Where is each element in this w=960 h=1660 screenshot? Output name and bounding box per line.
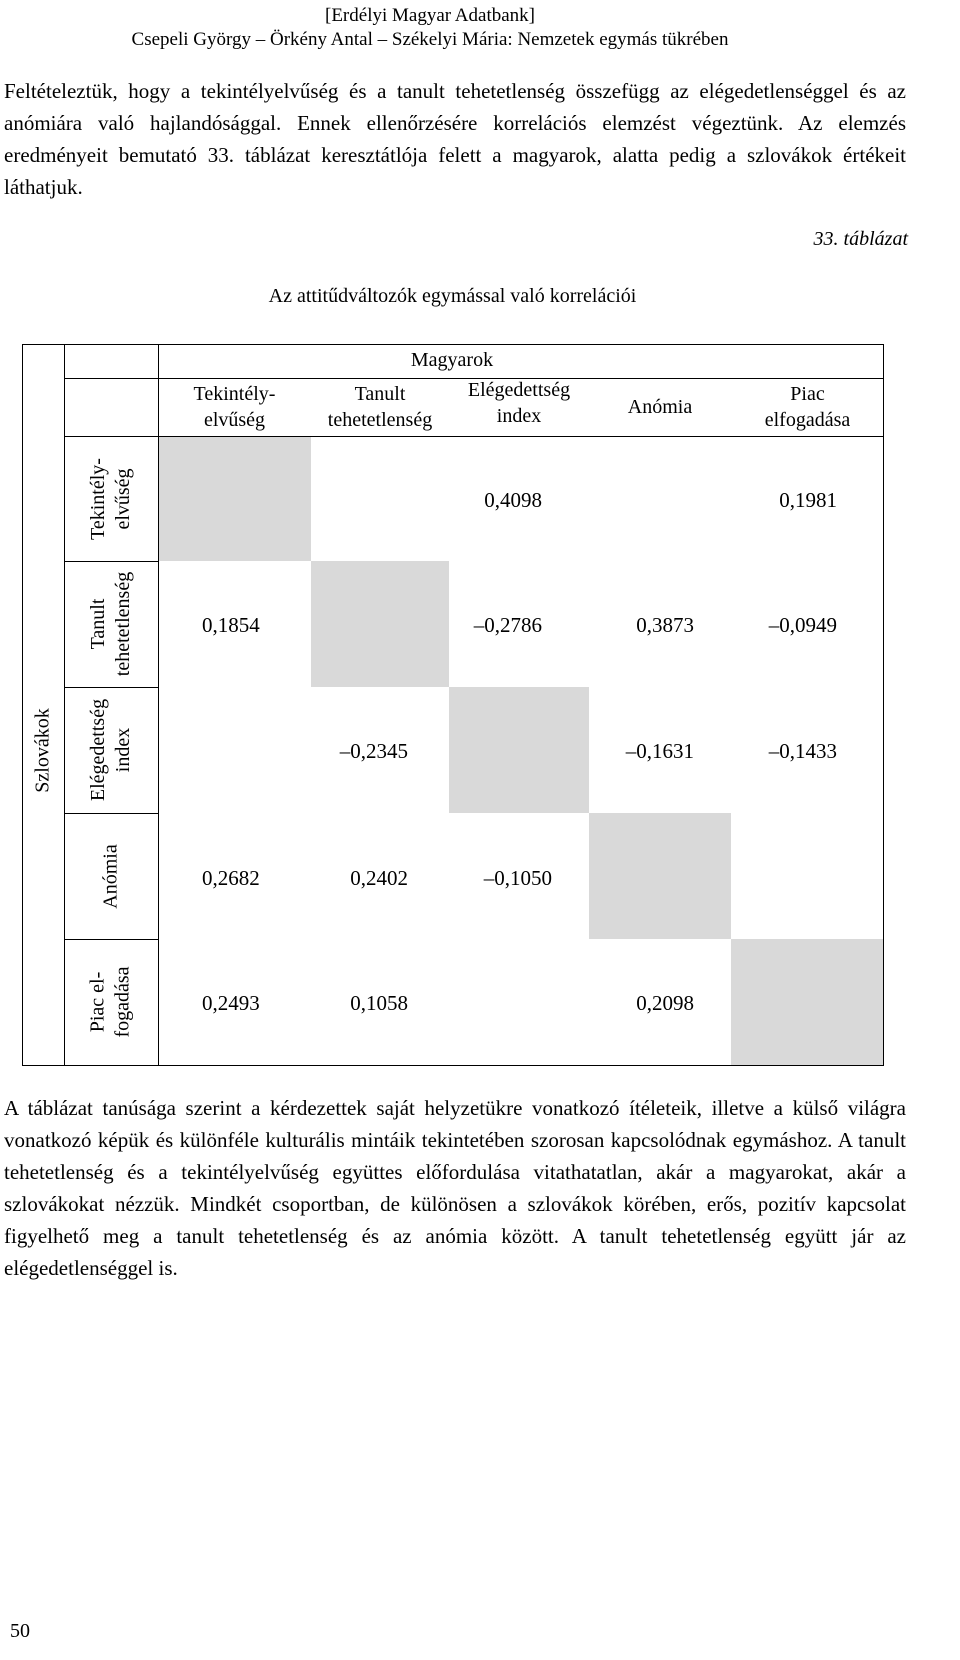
row-header-tekintelyelvuseg: Tekintély- elvűség xyxy=(87,457,134,540)
table-cell: 0,4098 xyxy=(484,488,542,512)
table-cell: 0,2493 xyxy=(202,991,260,1015)
column-header-tekintelyelvuseg: Tekintély- elvűség xyxy=(193,383,276,431)
table-cell: 0,1981 xyxy=(779,488,837,512)
table-cell: 0,3873 xyxy=(636,613,694,637)
intro-paragraph: Feltételeztük, hogy a tekintélyelvűség és a tanult tehetetlenség összefügg az elégedetlenséggel és az anómiára való hajlandósággal. Ennek ellenőrzésére korrelációs elemzést végeztünk. Az elemzés eredményeit bemutató 33. táblázat keresztátlója felett a magyarok, alatta pedig a szlovákok értékeit láthatjuk. xyxy=(4,79,906,199)
table-cell: 0,1058 xyxy=(350,991,408,1015)
table-cell: –0,2786 xyxy=(473,613,542,637)
row-header-anomia: Anómia xyxy=(99,843,122,909)
group-header-szlovakok: Szlovákok xyxy=(31,708,54,793)
diagonal-cell xyxy=(731,939,884,1065)
table-cell: –0,1050 xyxy=(483,866,552,890)
table-cell: –0,1433 xyxy=(768,739,837,763)
table-cell: –0,1631 xyxy=(625,739,694,763)
diagonal-cell xyxy=(311,561,449,687)
table-cell: 0,1854 xyxy=(202,613,260,637)
column-header-piac-elfogadasa: Piac elfogadása xyxy=(764,383,851,431)
diagonal-cell xyxy=(158,436,311,561)
page-number: 50 xyxy=(10,1620,30,1642)
row-header-piac-elfogadasa: Piac el- fogadása xyxy=(86,966,134,1038)
table-title: Az attitűdváltozók egymással való korrelációi xyxy=(268,285,637,307)
page-header xyxy=(0,4,860,52)
table-cell: –0,0949 xyxy=(768,613,837,637)
table-number: 33. táblázat xyxy=(813,228,908,250)
group-header-magyarok: Magyarok xyxy=(410,349,494,371)
conclusion-paragraph: A táblázat tanúsága szerint a kérdezettek saját helyzetükre vonatkozó ítéleteik, illetve a külső világra vonatkozó képük és különféle kulturális mintáik tekintetében szorosan kapcsolódnak egymáshoz. A tanult tehetetlenség és a tekintélyelvűség együttes előfordulása vitathatatlan, akár a magyarokat, akár a szlovákokat nézzük. Mindkét csoportban, de különösen a szlovákok körében, erős, pozitív kapcsolat figyelhető meg a tanult tehetetlenség és az anómia között. A tanult tehetetlenség együtt jár az elégedetlenséggel is. xyxy=(4,1096,906,1280)
row-header-tanult-tehetetlenseg: Tanult tehetetlenség xyxy=(87,571,134,677)
row-header-elegedettseg-index: Elégedettség index xyxy=(87,698,134,802)
diagonal-cell xyxy=(589,813,731,939)
column-header-tanult-tehetetlenseg: Tanult tehetetlenség xyxy=(327,383,433,431)
header-source: [Erdélyi Magyar Adatbank] xyxy=(325,5,535,26)
column-header-anomia: Anómia xyxy=(627,396,693,418)
header-citation: Csepeli György – Örkény Antal – Székelyi Mária: Nemzetek egymás tükrében xyxy=(131,29,729,50)
table-cell: 0,2682 xyxy=(202,866,260,890)
table-cell: –0,2345 xyxy=(339,739,408,763)
column-header-elegedettseg-index: Elégedettség index xyxy=(467,379,571,427)
diagonal-cell xyxy=(449,687,589,813)
table-cell: 0,2098 xyxy=(636,991,694,1015)
table-cell: 0,2402 xyxy=(350,866,408,890)
correlation-table xyxy=(22,344,884,1066)
